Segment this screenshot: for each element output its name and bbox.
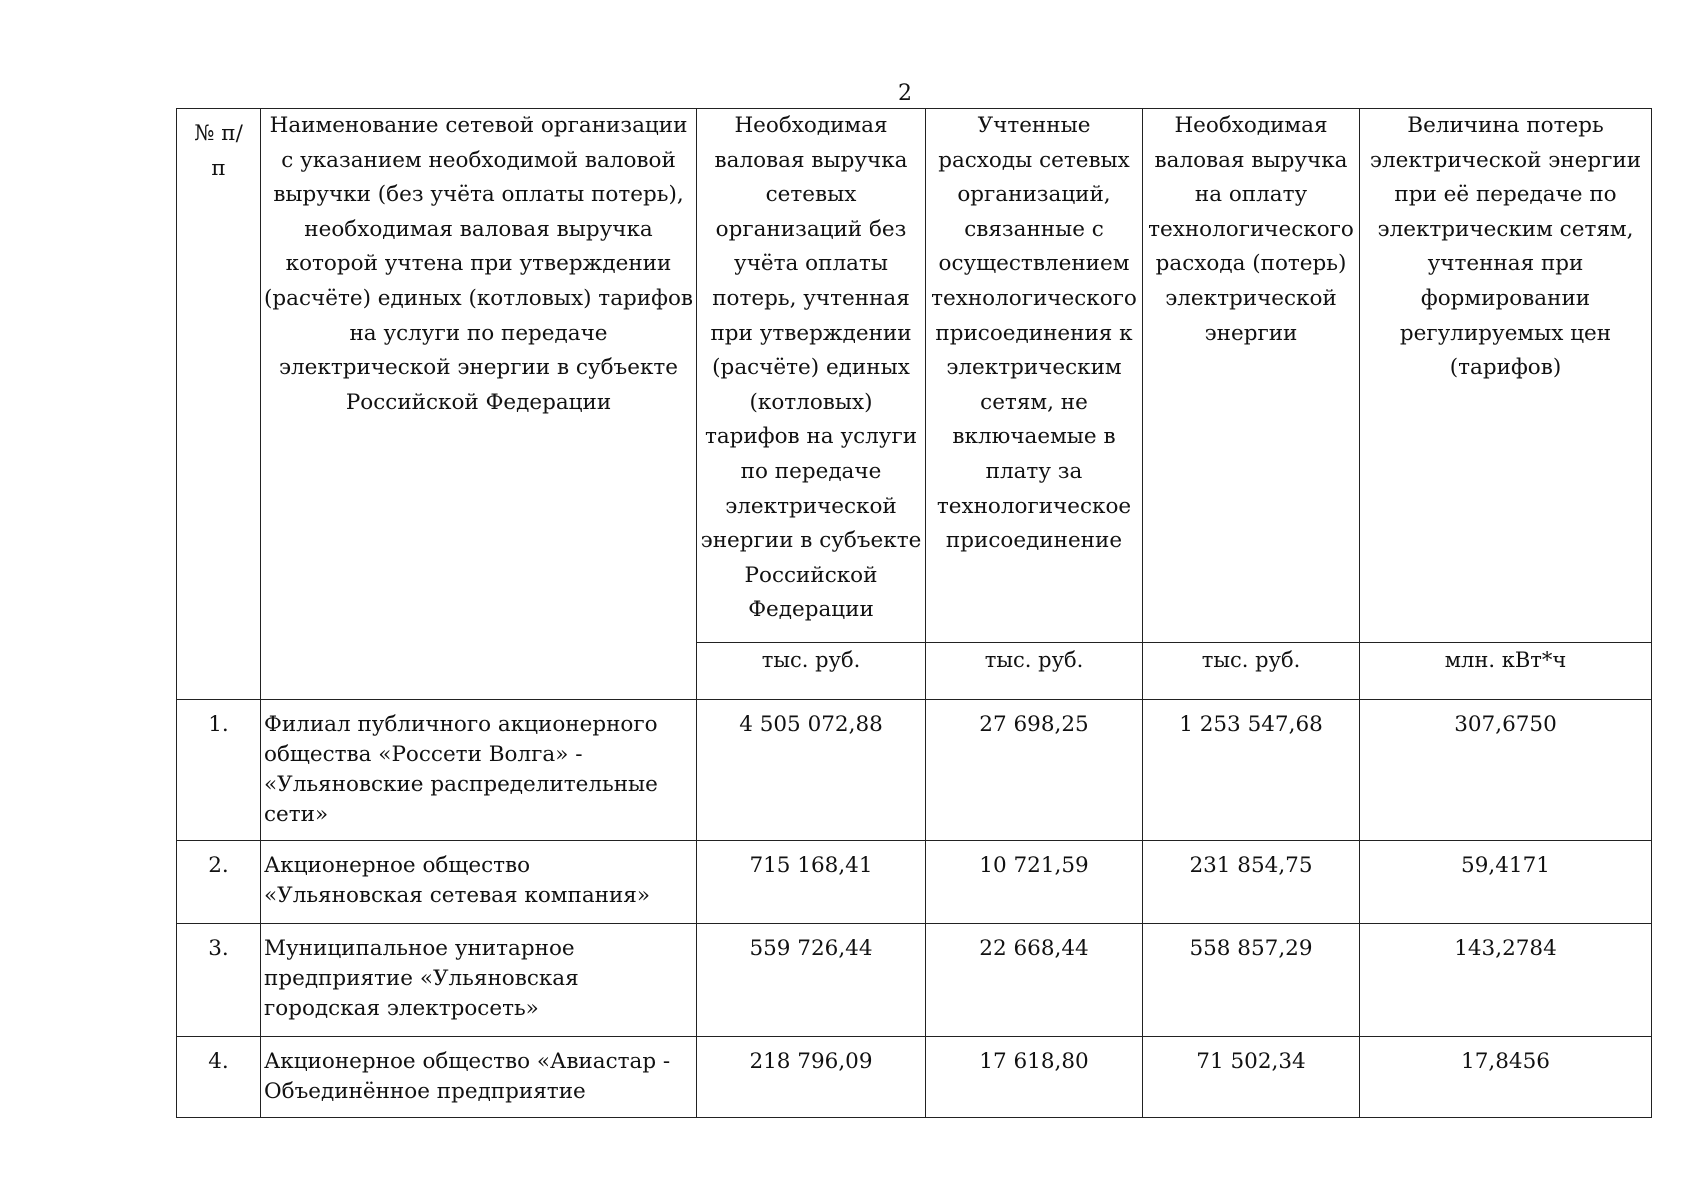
unit-loss-volume: млн. кВт*ч <box>1360 643 1652 700</box>
connection-expenses-value: 27 698,25 <box>926 700 1143 841</box>
loss-volume-value: 59,4171 <box>1360 841 1652 924</box>
page-number: 2 <box>898 81 912 106</box>
gross-revenue-value: 4 505 072,88 <box>697 700 926 841</box>
unit-gross-revenue: тыс. руб. <box>697 643 926 700</box>
gross-revenue-value: 559 726,44 <box>697 924 926 1037</box>
header-connection-expenses: Учтенные расходы сетевых организаций, связанные с осуществлением технологического присоединения к электрическим сетям, не включаемые в плату за технологическое присоединение <box>926 109 1143 643</box>
loss-revenue-value: 1 253 547,68 <box>1143 700 1360 841</box>
connection-expenses-value: 17 618,80 <box>926 1037 1143 1118</box>
header-loss-volume: Величина потерь электрической энергии при её передаче по электрическим сетям, учтенная при формировании регулируемых цен (тарифов) <box>1360 109 1652 643</box>
organization-name: Муниципальное унитарное предприятие «Ульяновская городская электросеть» <box>261 924 697 1037</box>
unit-connection-expenses: тыс. руб. <box>926 643 1143 700</box>
tariff-table <box>176 108 1652 1118</box>
header-gross-revenue: Необходимая валовая выручка сетевых организаций без учёта оплаты потерь, учтенная при утверждении (расчёте) единых (котловых) тарифов на услуги по передаче электрической энергии в субъекте Российской Федерации <box>697 109 926 643</box>
organization-name: Акционерное общество «Авиастар - Объединённое предприятие <box>261 1037 697 1118</box>
table-row <box>177 1037 1652 1118</box>
row-number: 1. <box>177 700 261 841</box>
loss-volume-value: 17,8456 <box>1360 1037 1652 1118</box>
header-num: № п/п <box>177 109 261 700</box>
organization-name: Акционерное общество «Ульяновская сетевая компания» <box>261 841 697 924</box>
row-number: 2. <box>177 841 261 924</box>
gross-revenue-value: 218 796,09 <box>697 1037 926 1118</box>
header-organization-name: Наименование сетевой организации с указанием необходимой валовой выручки (без учёта оплаты потерь), необходимая валовая выручка которой учтена при утверждении (расчёте) единых (котловых) тарифов на услуги по передаче электрической энергии в субъекте Российской Федерации <box>261 109 697 700</box>
table-header-row <box>177 109 1652 643</box>
loss-revenue-value: 558 857,29 <box>1143 924 1360 1037</box>
header-loss-revenue: Необходимая валовая выручка на оплату технологического расхода (потерь) электрической энергии <box>1143 109 1360 643</box>
loss-volume-value: 143,2784 <box>1360 924 1652 1037</box>
connection-expenses-value: 22 668,44 <box>926 924 1143 1037</box>
loss-revenue-value: 231 854,75 <box>1143 841 1360 924</box>
unit-loss-revenue: тыс. руб. <box>1143 643 1360 700</box>
table-row <box>177 841 1652 924</box>
connection-expenses-value: 10 721,59 <box>926 841 1143 924</box>
table-row <box>177 924 1652 1037</box>
gross-revenue-value: 715 168,41 <box>697 841 926 924</box>
row-number: 3. <box>177 924 261 1037</box>
organization-name: Филиал публичного акционерного общества «Россети Волга» - «Ульяновские распределительные сети» <box>261 700 697 841</box>
row-number: 4. <box>177 1037 261 1118</box>
table-row <box>177 700 1652 841</box>
loss-revenue-value: 71 502,34 <box>1143 1037 1360 1118</box>
loss-volume-value: 307,6750 <box>1360 700 1652 841</box>
